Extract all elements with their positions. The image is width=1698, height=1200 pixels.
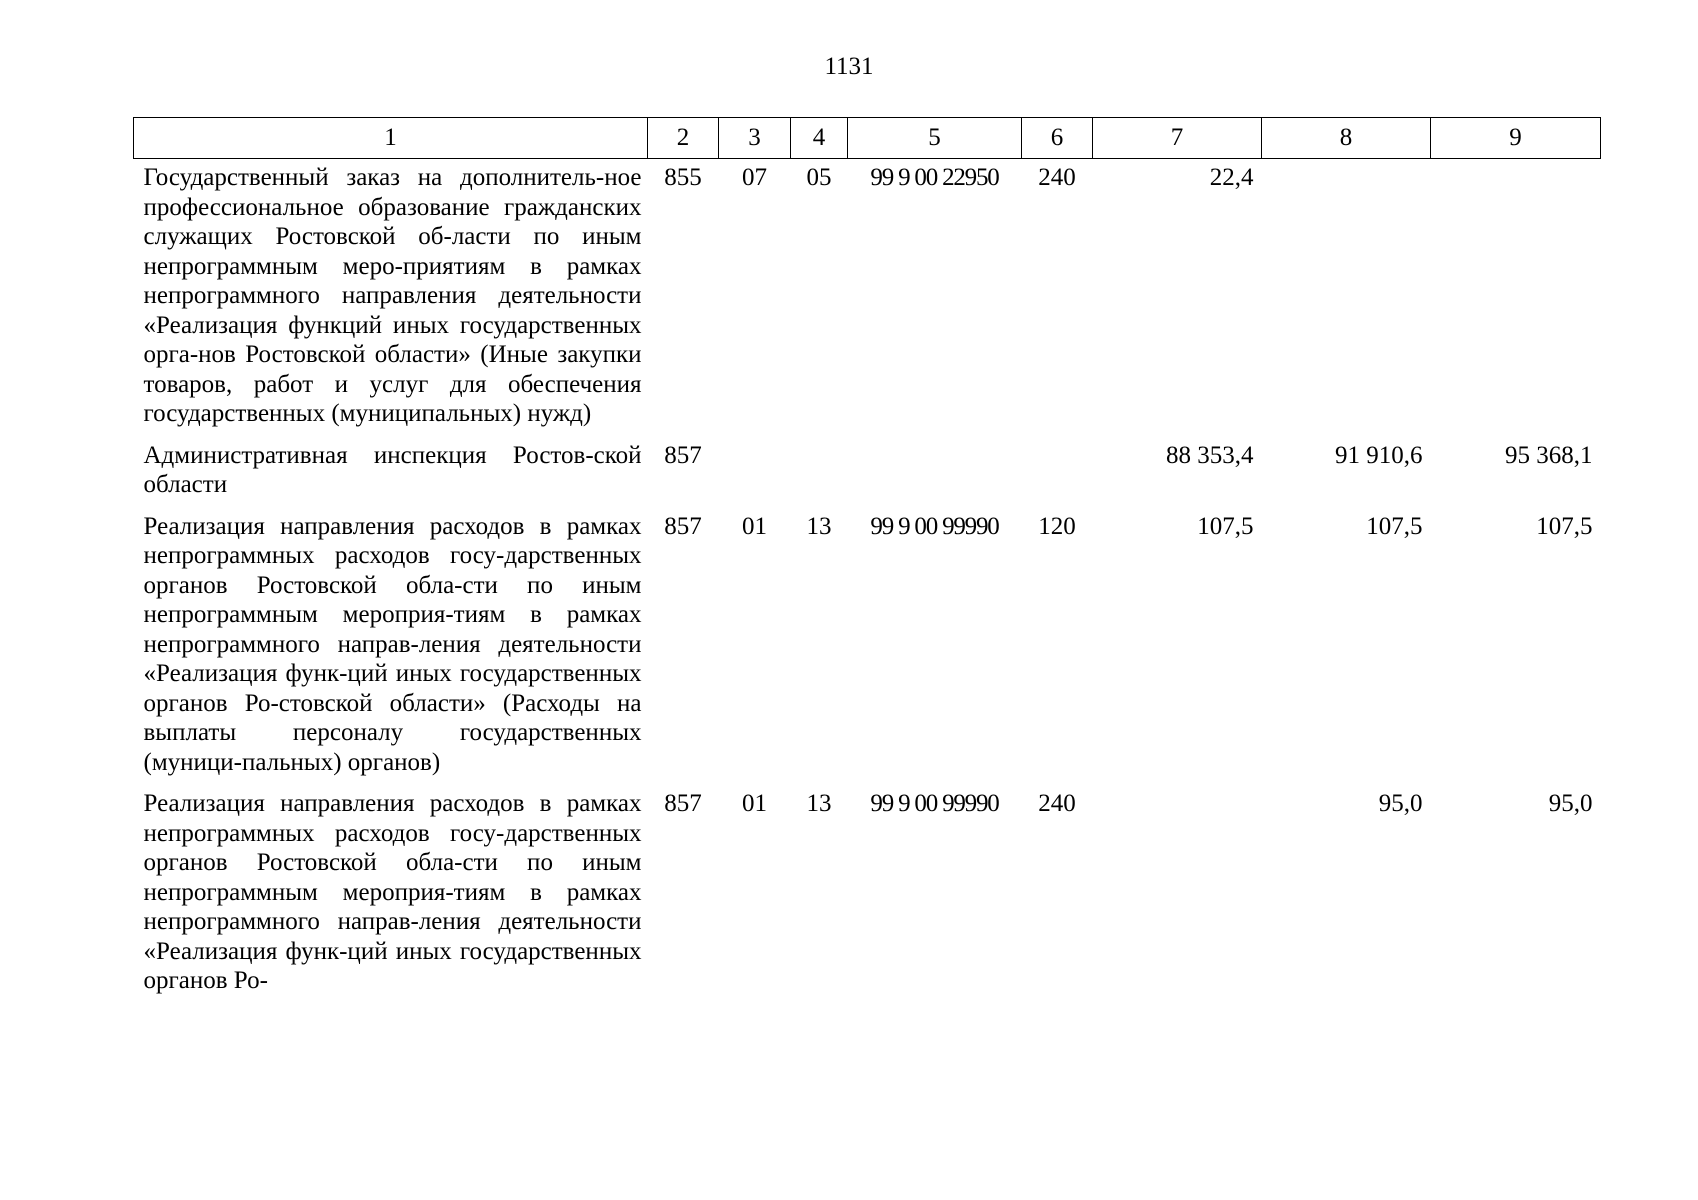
- header-row: [134, 118, 1601, 159]
- cell-ministry-code: 857: [664, 790, 702, 817]
- cell-expense-type: 120: [1038, 512, 1076, 540]
- header-col-4: 4: [791, 118, 848, 159]
- cell-amount-col8: 91 910,6: [1335, 441, 1423, 469]
- row-description: [134, 783, 648, 1002]
- cell-target-article: 99 9 00 99990: [870, 790, 999, 817]
- row-description: [134, 159, 648, 435]
- header-col-7: 7: [1093, 118, 1262, 159]
- cell-amount-col7: 22,4: [1209, 164, 1254, 191]
- cell-ministry-code: 857: [664, 441, 702, 469]
- header-col-5: 5: [848, 118, 1022, 159]
- table-header: [134, 118, 1601, 159]
- cell-amount-col7: 107,5: [1197, 512, 1254, 540]
- cell-section: 07: [742, 164, 767, 191]
- page-number: 1131: [824, 53, 874, 80]
- cell-expense-type: [1022, 435, 1093, 506]
- table-row: [134, 435, 1601, 506]
- cell-ministry-code: 855: [664, 164, 702, 191]
- cell-amount-col8: 95,0: [1378, 790, 1423, 817]
- cell-amount-col9: 107,5: [1536, 512, 1593, 540]
- cell-amount-col8: [1262, 159, 1431, 435]
- cell-amount-col9: [1431, 159, 1601, 435]
- cell-subsection: [791, 435, 848, 506]
- row-description-text: Административная инспекция Ростов-ской области: [143, 441, 642, 498]
- cell-expense-type: 240: [1038, 164, 1076, 191]
- table-row: [134, 159, 1601, 435]
- budget-table: [133, 117, 1601, 1002]
- cell-amount-col7: [1093, 783, 1262, 1002]
- cell-amount-col9: 95 368,1: [1505, 441, 1593, 469]
- row-description-text: Государственный заказ на дополнитель-ное профессиональное образование гражданских служащих Ростовской об-ласти по иным непрограммным меро-приятиям в рамках непрограммного направления деятельности «Реализация функций иных государственных орга-нов Ростовской области» (Иные закупки товаров, работ и услуг для обеспечения государственных (муниципальных) нужд): [143, 164, 642, 427]
- table-row: [134, 783, 1601, 1002]
- header-col-9: 9: [1431, 118, 1601, 159]
- cell-target-article: [848, 435, 1022, 506]
- cell-amount-col8: 107,5: [1366, 512, 1423, 540]
- header-col-3: 3: [719, 118, 791, 159]
- cell-amount-col9: 95,0: [1548, 790, 1593, 817]
- cell-section: 01: [742, 790, 767, 817]
- cell-section: [719, 435, 791, 506]
- header-col-6: 6: [1022, 118, 1093, 159]
- row-description: [134, 435, 648, 506]
- table-row: [134, 506, 1601, 784]
- cell-subsection: 05: [806, 164, 832, 191]
- cell-subsection: 13: [806, 790, 832, 817]
- cell-ministry-code: 857: [664, 512, 702, 540]
- cell-target-article: 99 9 00 22950: [870, 164, 999, 191]
- header-col-8: 8: [1262, 118, 1431, 159]
- table-body: [134, 159, 1601, 1002]
- row-description-text: Реализация направления расходов в рамках непрограммных расходов госу-дарственных органов Ростовской обла-сти по иным непрограммным мероприя-тиям в рамках непрограммного направ-ления деятельности «Реализация функ-ций иных государственных органов Ро-стовской области» (Расходы на выплаты персоналу государственных (муници-пальных) органов): [143, 512, 642, 776]
- cell-target-article: 99 9 00 99990: [870, 512, 999, 540]
- cell-amount-col7: 88 353,4: [1166, 441, 1254, 469]
- budget-table-container: [133, 117, 1600, 1002]
- row-description: [134, 506, 648, 784]
- cell-subsection: 13: [806, 512, 832, 540]
- cell-section: 01: [742, 512, 767, 540]
- row-description-text: Реализация направления расходов в рамках непрограммных расходов госу-дарственных органов Ростовской обла-сти по иным непрограммным мероприя-тиям в рамках непрограммного направ-ления деятельности «Реализация функ-ций иных государственных органов Ро-: [143, 790, 642, 994]
- header-col-2: 2: [648, 118, 719, 159]
- cell-expense-type: 240: [1038, 790, 1076, 817]
- header-col-1: 1: [134, 118, 648, 159]
